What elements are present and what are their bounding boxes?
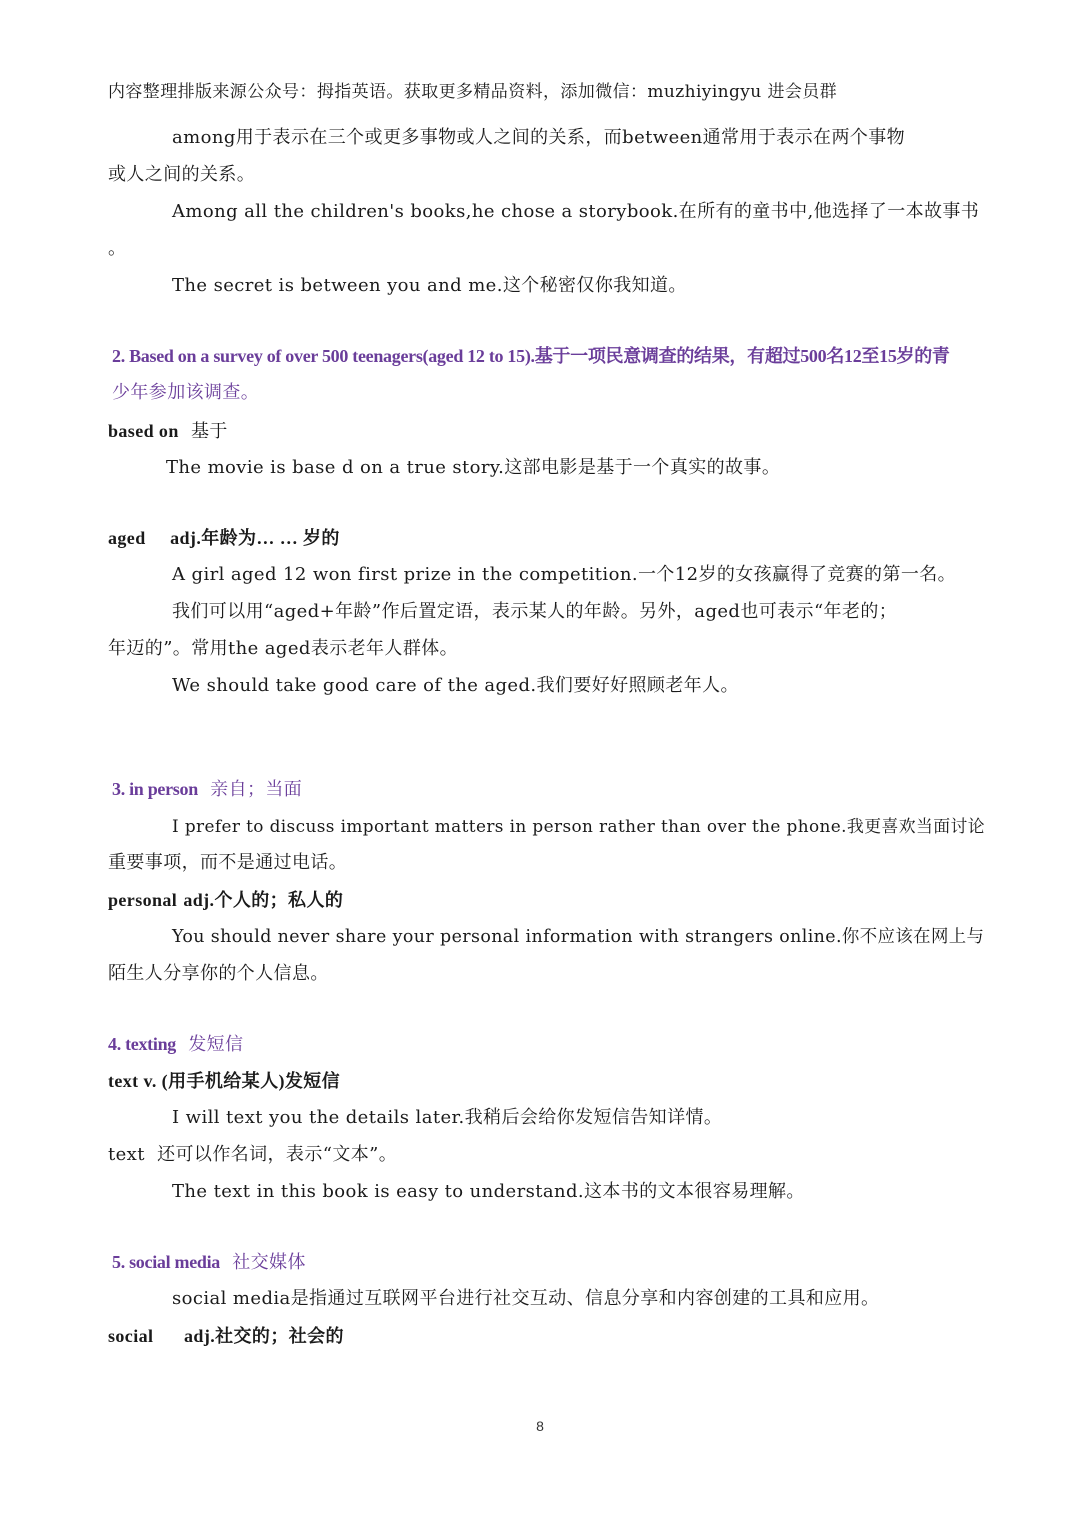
aged-term	[108, 526, 340, 551]
aged-example2: We should take good care of the aged.我们要好好照顾老年人。	[172, 675, 739, 696]
based-on-cn: 基于	[190, 421, 228, 442]
social-media-note: social media是指通过互联网平台进行社交互动、信息分享和内容创建的工具和应用。	[172, 1288, 880, 1309]
based-on-example: The movie is base d on a true story.这部电影是基于一个真实的故事。	[166, 457, 781, 478]
section5-heading-cn: 社交媒体	[232, 1252, 306, 1273]
personal-example-line1: You should never share your personal information with strangers online.你不应该在网上与	[172, 927, 985, 947]
in-person-example-line1: I prefer to discuss important matters in person rather than over the phone.我更喜欢当面讨论	[172, 816, 986, 836]
aged-note-line2: 年迈的”。常用the aged表示老年人群体。	[108, 638, 459, 659]
section4-heading-cn: 发短信	[188, 1034, 244, 1055]
section2-heading-cn: 基于一项民意调查的结果，有超过500名12至15岁的青	[534, 346, 950, 366]
among-between-note-line2: 或人之间的关系。	[108, 164, 256, 185]
text-noun-term	[108, 1143, 397, 1167]
aged-pos: adj.年龄为… … 岁的	[170, 528, 340, 548]
text-noun-note: 还可以作名词，表示“文本”。	[157, 1144, 398, 1165]
section2-heading-line1	[112, 344, 950, 369]
based-on-term	[108, 419, 228, 444]
section5-heading	[112, 1250, 306, 1275]
personal-pos: adj.个人的；私人的	[183, 890, 344, 910]
aged-example: A girl aged 12 won first prize in the competition.一个12岁的女孩赢得了竞赛的第一名。	[172, 564, 957, 585]
social-en: social	[108, 1326, 154, 1346]
section3-heading-en: 3. in person	[112, 779, 198, 799]
section2-heading-en: 2. Based on a survey of over 500 teenagers(aged 12 to 15).	[112, 346, 535, 366]
personal-en: personal	[108, 890, 178, 910]
among-example-line2: 。	[108, 238, 127, 259]
personal-term	[108, 888, 343, 913]
social-pos: adj.社交的；社会的	[184, 1326, 344, 1346]
section3-heading	[112, 777, 302, 802]
section2-heading-line2: 少年参加该调查。	[112, 382, 260, 403]
section4-heading	[108, 1032, 243, 1057]
section4-heading-en: 4. texting	[108, 1034, 176, 1054]
text-noun-en: text	[108, 1144, 145, 1165]
text-verb-example: I will text you the details later.我稍后会给你发短信告知详情。	[172, 1107, 723, 1128]
among-between-note-line1: among用于表示在三个或更多事物或人之间的关系，而between通常用于表示在两个事物	[172, 127, 906, 148]
section3-heading-cn: 亲自；当面	[210, 779, 303, 800]
page-number: 8	[536, 1418, 544, 1434]
between-example: The secret is between you and me.这个秘密仅你我知道。	[172, 275, 687, 296]
text-verb-term: text v. (用手机给某人)发短信	[108, 1071, 341, 1091]
aged-note-line1: 我们可以用“aged+年龄”作后置定语，表示某人的年龄。另外，aged也可表示“年老的；	[172, 601, 898, 622]
personal-example-line2: 陌生人分享你的个人信息。	[108, 963, 329, 984]
text-noun-example: The text in this book is easy to understand.这本书的文本很容易理解。	[172, 1181, 805, 1202]
social-term	[108, 1324, 344, 1349]
section5-heading-en: 5. social media	[112, 1252, 220, 1272]
based-on-en: based on	[108, 421, 179, 441]
header-source-note: 内容整理排版来源公众号：拇指英语。获取更多精品资料，添加微信：muzhiyingyu 进会员群	[108, 82, 838, 102]
in-person-example-line2: 重要事项，而不是通过电话。	[108, 852, 348, 873]
among-example-line1: Among all the children's books,he chose a storybook.在所有的童书中,他选择了一本故事书	[172, 201, 980, 222]
aged-en: aged	[108, 528, 146, 548]
